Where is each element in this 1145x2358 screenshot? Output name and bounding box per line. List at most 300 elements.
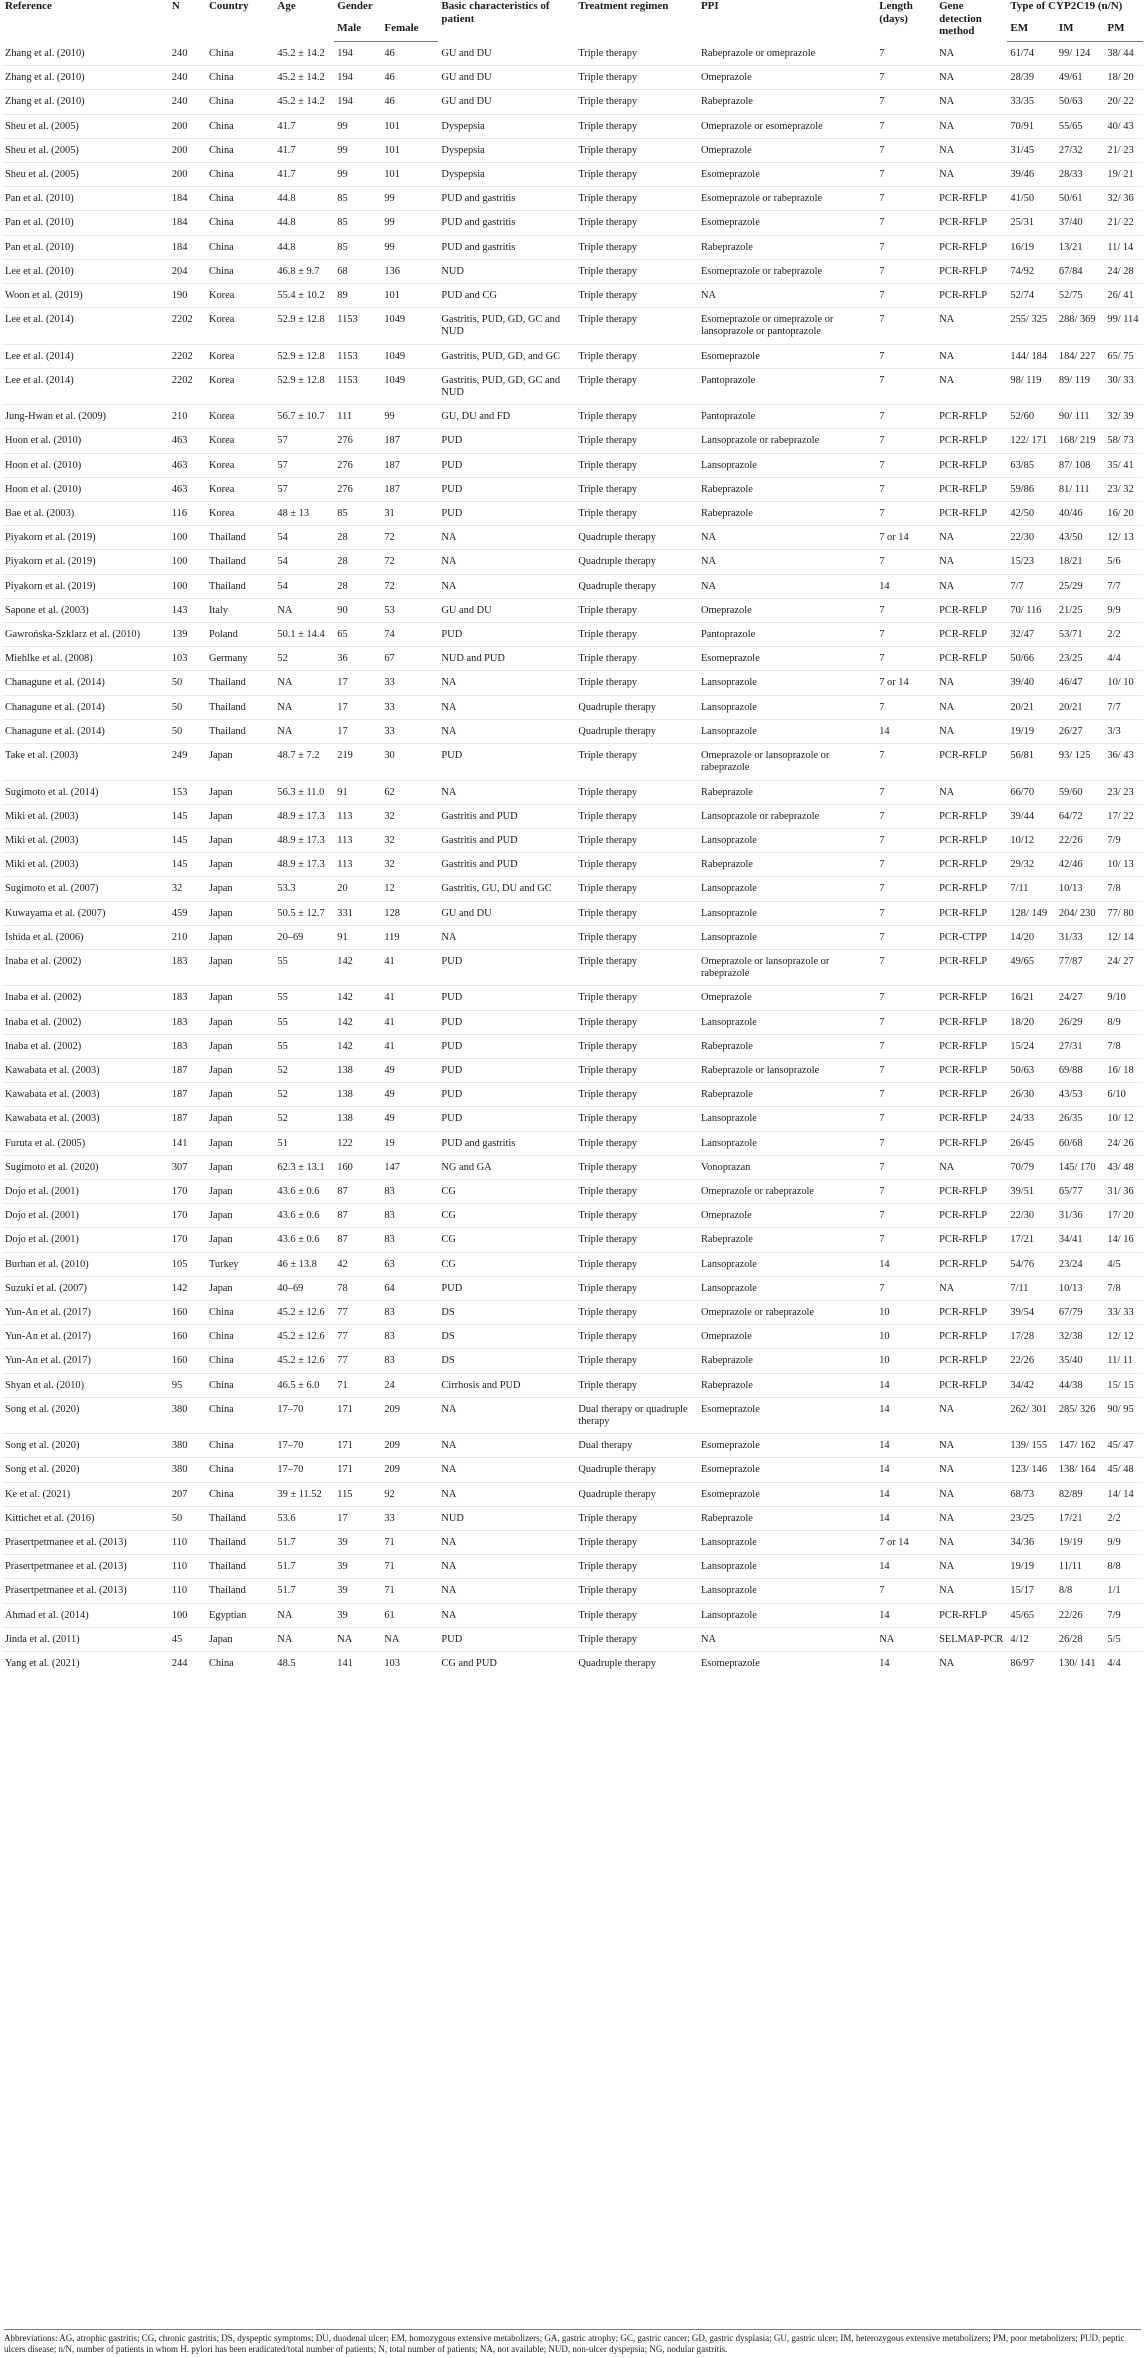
cell-basic-characteristics: PUD [438,1276,575,1300]
cell-pm: 24/ 26 [1104,1131,1143,1155]
cell-ppi: Omeprazole [698,598,876,622]
cell-gene-method: NA [936,138,1007,162]
cell-age: NA [274,695,334,719]
cell-pm: 4/5 [1104,1252,1143,1276]
cell-female: 83 [381,1179,438,1203]
cell-male: 85 [334,211,381,235]
cell-gene-method: NA [936,1397,1007,1433]
cell-em: 19/19 [1007,1555,1055,1579]
cell-reference: Lee et al. (2014) [2,308,169,344]
cell-basic-characteristics: NA [438,550,575,574]
cell-ppi: Omeprazole [698,138,876,162]
cell-im: 10/13 [1056,1276,1104,1300]
cell-age: 41.7 [274,163,334,187]
cell-im: 89/ 119 [1056,368,1104,404]
cell-ppi: Omeprazole or lansoprazole or rabeprazole [698,744,876,780]
cell-reference: Inaba et al. (2002) [2,986,169,1010]
table-row [2,1252,1143,1276]
cell-gene-method: NA [936,344,1007,368]
cell-treatment-regimen: Quadruple therapy [575,550,698,574]
cell-age: 55 [274,949,334,985]
table-row [2,405,1143,429]
cell-female: 24 [381,1373,438,1397]
cell-n: 183 [169,1010,206,1034]
cell-gene-method: NA [936,1506,1007,1530]
cell-age: 53.3 [274,877,334,901]
cell-country: Japan [206,1276,274,1300]
cell-n: 170 [169,1179,206,1203]
cell-male: 36 [334,647,381,671]
cell-male: 142 [334,986,381,1010]
cell-male: 1153 [334,344,381,368]
cell-im: 44/38 [1056,1373,1104,1397]
cell-n: 153 [169,780,206,804]
cell-country: Japan [206,744,274,780]
cell-ppi: Rabeprazole [698,1083,876,1107]
cell-age: 46.5 ± 6.0 [274,1373,334,1397]
cell-female: 99 [381,405,438,429]
cell-treatment-regimen: Triple therapy [575,90,698,114]
cell-length: 10 [876,1300,936,1324]
cell-treatment-regimen: Triple therapy [575,780,698,804]
cell-basic-characteristics: Gastritis and PUD [438,853,575,877]
cell-im: 19/19 [1056,1531,1104,1555]
cell-female: 32 [381,828,438,852]
cell-gene-method: PCR-RFLP [936,949,1007,985]
table-row [2,187,1143,211]
cell-treatment-regimen: Triple therapy [575,623,698,647]
cell-ppi: Esomeprazole or rabeprazole [698,259,876,283]
cell-male: 91 [334,925,381,949]
cell-basic-characteristics: NG and GA [438,1155,575,1179]
table-row [2,1434,1143,1458]
cell-gene-method: NA [936,574,1007,598]
cell-country: Japan [206,986,274,1010]
cell-ppi: Esomeprazole [698,1458,876,1482]
cell-country: China [206,1373,274,1397]
cell-basic-characteristics: PUD [438,1034,575,1058]
cell-basic-characteristics: Gastritis, PUD, GD, GC and NUD [438,368,575,404]
cell-ppi: Lansoprazole [698,1107,876,1131]
cell-male: 99 [334,138,381,162]
cell-length: 7 [876,308,936,344]
cell-n: 50 [169,671,206,695]
cell-pm: 9/9 [1104,598,1143,622]
cell-country: Japan [206,780,274,804]
cell-im: 65/77 [1056,1179,1104,1203]
table-row [2,1204,1143,1228]
cell-country: China [206,66,274,90]
cell-em: 52/74 [1007,284,1055,308]
cell-pm: 20/ 22 [1104,90,1143,114]
cell-reference: Yun-An et al. (2017) [2,1349,169,1373]
cell-pm: 17/ 22 [1104,804,1143,828]
cell-pm: 36/ 43 [1104,744,1143,780]
cell-im: 11/11 [1056,1555,1104,1579]
cell-pm: 9/9 [1104,1531,1143,1555]
cell-treatment-regimen: Triple therapy [575,405,698,429]
cell-em: 10/12 [1007,828,1055,852]
cell-pm: 43/ 48 [1104,1155,1143,1179]
header-length: Length (days) [879,0,913,25]
cell-treatment-regimen: Triple therapy [575,453,698,477]
cell-im: 32/38 [1056,1325,1104,1349]
table-row [2,853,1143,877]
cell-male: NA [334,1627,381,1651]
cell-female: 136 [381,259,438,283]
table-row [2,526,1143,550]
table-row [2,368,1143,404]
cell-basic-characteristics: Gastritis, PUD, GD, and GC [438,344,575,368]
cell-reference: Jung-Hwan et al. (2009) [2,405,169,429]
cell-reference: Yun-An et al. (2017) [2,1325,169,1349]
cell-pm: 23/ 23 [1104,780,1143,804]
cell-em: 123/ 146 [1007,1458,1055,1482]
cell-basic-characteristics: PUD [438,1010,575,1034]
cell-em: 74/92 [1007,259,1055,283]
cell-im: 67/79 [1056,1300,1104,1324]
cell-reference: Prasertpetmanee et al. (2013) [2,1555,169,1579]
cell-reference: Miehlke et al. (2008) [2,647,169,671]
cell-female: 119 [381,925,438,949]
cell-length: 14 [876,1652,936,1676]
cell-em: 19/19 [1007,719,1055,743]
cell-treatment-regimen: Triple therapy [575,744,698,780]
cell-male: 68 [334,259,381,283]
cell-n: 116 [169,502,206,526]
cell-treatment-regimen: Triple therapy [575,235,698,259]
cell-treatment-regimen: Triple therapy [575,804,698,828]
cell-age: 48.9 ± 17.3 [274,804,334,828]
cell-basic-characteristics: PUD [438,502,575,526]
cell-female: 30 [381,744,438,780]
cell-age: 45.2 ± 12.6 [274,1349,334,1373]
cell-length: 7 [876,925,936,949]
table-row [2,828,1143,852]
table-row [2,1482,1143,1506]
cell-gene-method: NA [936,308,1007,344]
cell-gene-method: PCR-RFLP [936,429,1007,453]
cell-reference: Furuta et al. (2005) [2,1131,169,1155]
cell-country: Thailand [206,719,274,743]
cell-ppi: Esomeprazole or rabeprazole [698,187,876,211]
table-row [2,804,1143,828]
cell-pm: 26/ 41 [1104,284,1143,308]
cell-em: 28/39 [1007,66,1055,90]
cell-female: 71 [381,1555,438,1579]
cell-female: 99 [381,187,438,211]
table-row [2,114,1143,138]
cell-country: Korea [206,368,274,404]
cell-length: 7 [876,853,936,877]
cell-pm: 18/ 20 [1104,66,1143,90]
cell-basic-characteristics: NA [438,1397,575,1433]
cell-female: 32 [381,804,438,828]
cell-basic-characteristics: Gastritis and PUD [438,804,575,828]
cell-female: 83 [381,1325,438,1349]
table-row [2,1179,1143,1203]
cell-gene-method: NA [936,1579,1007,1603]
cell-im: 34/41 [1056,1228,1104,1252]
cell-length: 14 [876,1434,936,1458]
cell-age: 17–70 [274,1434,334,1458]
cell-n: 160 [169,1325,206,1349]
cell-gene-method: PCR-RFLP [936,804,1007,828]
cell-em: 98/ 119 [1007,368,1055,404]
cell-n: 190 [169,284,206,308]
cell-gene-method: PCR-RFLP [936,744,1007,780]
cell-ppi: Pantoprazole [698,623,876,647]
cell-country: Germany [206,647,274,671]
table-row [2,949,1143,985]
cell-length: 7 [876,986,936,1010]
cell-age: 48.9 ± 17.3 [274,828,334,852]
cell-male: 276 [334,477,381,501]
table-row [2,502,1143,526]
cell-ppi: Esomeprazole [698,1397,876,1433]
cell-im: 31/36 [1056,1204,1104,1228]
table-row [2,453,1143,477]
cell-ppi: Lansoprazole [698,1276,876,1300]
cell-ppi: Lansoprazole [698,925,876,949]
cell-age: 39 ± 11.52 [274,1482,334,1506]
cell-em: 54/76 [1007,1252,1055,1276]
header-reference: Reference [5,0,52,12]
cell-length: 7 [876,1179,936,1203]
cell-treatment-regimen: Triple therapy [575,1349,698,1373]
cell-em: 7/11 [1007,1276,1055,1300]
cell-female: 101 [381,138,438,162]
cell-gene-method: PCR-RFLP [936,1373,1007,1397]
cell-female: 67 [381,647,438,671]
cell-treatment-regimen: Quadruple therapy [575,1458,698,1482]
cell-basic-characteristics: GU and DU [438,598,575,622]
table-row [2,42,1143,66]
table-row [2,308,1143,344]
cell-male: 99 [334,114,381,138]
cell-length: 7 [876,598,936,622]
cell-male: 138 [334,1058,381,1082]
cell-female: 72 [381,574,438,598]
cell-ppi: Omeprazole or esomeprazole [698,114,876,138]
cell-im: 285/ 326 [1056,1397,1104,1433]
cell-treatment-regimen: Triple therapy [575,949,698,985]
cell-im: 26/28 [1056,1627,1104,1651]
cell-n: 207 [169,1482,206,1506]
cell-basic-characteristics: GU and DU [441,47,492,59]
cell-country: Egyptian [206,1603,274,1627]
cell-length: 7 [876,163,936,187]
cell-length: 7 [876,344,936,368]
header-treatment-regimen: Treatment regimen [578,0,669,12]
cell-gene-method: PCR-RFLP [936,1603,1007,1627]
table-header [2,0,1143,42]
cell-basic-characteristics: PUD [438,477,575,501]
cell-basic-characteristics: GU and DU [438,90,575,114]
cell-im: 52/75 [1056,284,1104,308]
cell-basic-characteristics: NUD [438,259,575,283]
cell-basic-characteristics: DS [438,1325,575,1349]
cell-male: 65 [334,623,381,647]
header-n: N [171,0,180,12]
table-row [2,1652,1143,1676]
header-em: EM [1007,18,1055,42]
table-row [2,1603,1143,1627]
cell-n: 184 [169,187,206,211]
cell-gene-method: NA [936,1555,1007,1579]
cell-female: 33 [381,671,438,695]
table-row [2,1276,1143,1300]
cell-pm: 12/ 14 [1104,925,1143,949]
cell-n: 103 [169,647,206,671]
cell-reference: Ishida et al. (2006) [2,925,169,949]
cell-reference: Zhang et al. (2010) [5,47,85,59]
cell-country: Japan [206,877,274,901]
cell-em: 66/70 [1007,780,1055,804]
cell-n: 183 [169,1034,206,1058]
cell-age: 52 [274,1058,334,1082]
cell-ppi: Omeprazole or lansoprazole or rabeprazole [698,949,876,985]
cell-country: China [206,114,274,138]
cell-length: 7 or 14 [876,671,936,695]
cell-n: 240 [169,66,206,90]
cell-em: 22/30 [1007,1204,1055,1228]
cell-age: 57 [274,453,334,477]
cell-basic-characteristics: Cirrhosis and PUD [438,1373,575,1397]
cell-gene-method: PCR-RFLP [936,1349,1007,1373]
cell-male: 39 [334,1555,381,1579]
cell-reference: Bae et al. (2003) [2,502,169,526]
cell-pm: 58/ 73 [1104,429,1143,453]
cell-em: 17/21 [1007,1228,1055,1252]
cell-male: 89 [334,284,381,308]
cell-im: 168/ 219 [1056,429,1104,453]
cell-female: 31 [381,502,438,526]
cell-age: 57 [274,429,334,453]
cell-n: 160 [169,1349,206,1373]
cell-pm: 11/ 14 [1104,235,1143,259]
cell-country: Japan [206,1179,274,1203]
cell-treatment-regimen: Quadruple therapy [575,695,698,719]
cell-male: 71 [334,1373,381,1397]
cell-basic-characteristics: NA [438,671,575,695]
cell-age: 55.4 ± 10.2 [274,284,334,308]
cell-pm: 10/ 13 [1104,853,1143,877]
cell-gene-method: NA [936,1276,1007,1300]
cell-length: 7 [876,259,936,283]
cell-im: 49/61 [1056,66,1104,90]
cell-male: 91 [334,780,381,804]
cell-basic-characteristics: NA [438,526,575,550]
header-country: Country [208,0,249,12]
cell-im: 59/60 [1056,780,1104,804]
cell-n: 141 [169,1131,206,1155]
cell-ppi: Rabeprazole [698,1349,876,1373]
cell-n: 50 [169,1506,206,1530]
cell-country: Japan [206,1034,274,1058]
cell-im: 67/84 [1056,259,1104,283]
cell-length: 7 [876,1034,936,1058]
cell-age: 46.8 ± 9.7 [274,259,334,283]
cell-im: 55/65 [1056,114,1104,138]
cell-length: 7 [876,949,936,985]
cell-female: 99 [381,211,438,235]
cell-gene-method: PCR-RFLP [936,1010,1007,1034]
cell-female: 92 [381,1482,438,1506]
cell-pm: 7/8 [1104,877,1143,901]
cell-male: 138 [334,1107,381,1131]
cell-em: 56/81 [1007,744,1055,780]
cell-em: 70/ 116 [1007,598,1055,622]
cell-n: 240 [169,90,206,114]
cell-ppi: Lansoprazole [698,453,876,477]
cell-reference: Ke et al. (2021) [2,1482,169,1506]
cell-n: 105 [169,1252,206,1276]
cell-age: 41.7 [274,138,334,162]
cell-country: China [206,1482,274,1506]
cell-n: 184 [169,235,206,259]
cell-em: 39/44 [1007,804,1055,828]
table-row [2,1228,1143,1252]
cell-im: 40/46 [1056,502,1104,526]
cell-treatment-regimen: Triple therapy [575,1373,698,1397]
table-row [2,284,1143,308]
cell-female: 12 [381,877,438,901]
table-row [2,598,1143,622]
cell-length: 7 [876,550,936,574]
cell-reference: Chanagune et al. (2014) [2,695,169,719]
cell-length: 7 [876,138,936,162]
cell-gene-method: NA [936,1458,1007,1482]
cell-age: 54 [274,526,334,550]
cell-ppi: NA [698,526,876,550]
cell-reference: Inaba et al. (2002) [2,1034,169,1058]
cell-male: 39 [334,1603,381,1627]
cell-age: 52 [274,647,334,671]
cell-age: 43.6 ± 0.6 [274,1204,334,1228]
cell-n: 100 [169,574,206,598]
cell-basic-characteristics: NA [438,574,575,598]
cell-pm: 14/ 16 [1104,1228,1143,1252]
cell-pm: 8/9 [1104,1010,1143,1034]
cell-age: 55 [274,1010,334,1034]
cell-age: 52.9 ± 12.8 [274,344,334,368]
cell-im: 10/13 [1056,877,1104,901]
cell-im: 24/27 [1056,986,1104,1010]
cell-em: 24/33 [1007,1107,1055,1131]
cell-gene-method: NA [936,1482,1007,1506]
cell-length: 7 [876,429,936,453]
cell-age: 52.9 ± 12.8 [274,368,334,404]
cell-country: China [208,47,234,59]
cell-age: 54 [274,550,334,574]
cell-male: 99 [334,163,381,187]
cell-female: 1049 [381,344,438,368]
cell-female: 101 [381,284,438,308]
table-row [2,477,1143,501]
cell-ppi: Rabeprazole [698,235,876,259]
cell-em: 144/ 184 [1007,344,1055,368]
cell-em: 26/45 [1007,1131,1055,1155]
cell-n: 45 [169,1627,206,1651]
cell-length: 7 [876,114,936,138]
cell-pm: 11/ 11 [1104,1349,1143,1373]
cell-pm: 10/ 10 [1104,671,1143,695]
cell-female: 49 [381,1058,438,1082]
cell-basic-characteristics: CG [438,1179,575,1203]
cell-length: 10 [876,1349,936,1373]
cell-gene-method: PCR-RFLP [936,598,1007,622]
